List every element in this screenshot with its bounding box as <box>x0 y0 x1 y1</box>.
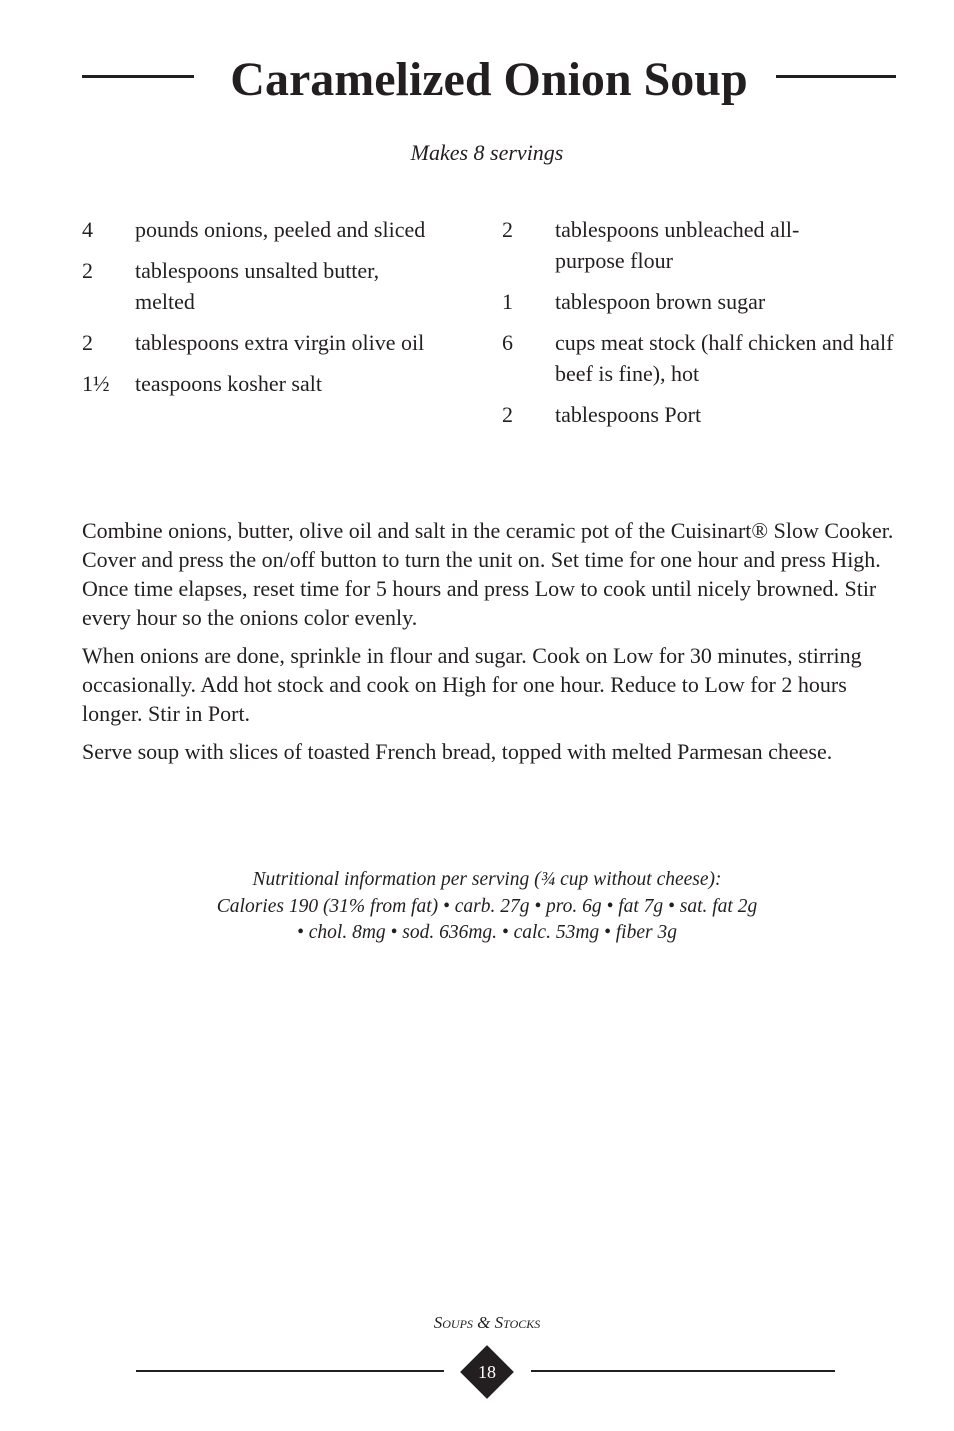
ingredient-item <box>502 327 912 389</box>
footer-rule-right <box>531 1370 835 1372</box>
page-number-badge <box>460 1345 514 1399</box>
nutrition-heading: Nutritional information per serving (¾ cup without cheese): <box>252 869 722 890</box>
instruction-paragraph: When onions are done, sprinkle in flour and sugar. Cook on Low for 30 minutes, stirring occasionally. Add hot stock and cook on High for one hour. Reduce to Low for 2 hours longer. Stir in Port. <box>82 643 862 726</box>
section-name: Soups & Stocks <box>433 1313 541 1332</box>
nutrition-values-continued: • chol. 8mg • sod. 636mg. • calc. 53mg • fiber 3g <box>297 922 677 943</box>
page-number: 18 <box>478 1362 496 1382</box>
ingredient-description: tablespoons unsalted butter, melted <box>135 258 380 314</box>
ingredient-description: pounds onions, peeled and sliced <box>135 217 426 242</box>
ingredient-description: tablespoons Port <box>555 402 702 427</box>
ingredient-item <box>502 214 912 276</box>
nutrition-values: Calories 190 (31% from fat) • carb. 27g • pro. 6g • fat 7g • sat. fat 2g <box>216 895 758 917</box>
ingredient-quantity: 2 <box>82 258 93 283</box>
ingredient-description: tablespoons extra virgin olive oil <box>135 330 425 355</box>
ingredient-quantity: 2 <box>82 330 93 355</box>
ingredient-quantity: 1½ <box>82 371 110 396</box>
instruction-paragraph: Combine onions, butter, olive oil and salt in the ceramic pot of the Cuisinart® Slow Cooker. Cover and press the on/off button to turn the unit on. Set time for one hour and press High. Once time elapses, reset time for 5 hours and press Low to cook until nicely browned. Stir every hour so the onions color evenly. <box>82 518 894 630</box>
recipe-yield: Makes 8 servings <box>410 140 564 165</box>
ingredient-quantity: 2 <box>502 217 513 242</box>
ingredient-item <box>82 255 482 317</box>
ingredients-right-column <box>502 214 912 440</box>
ingredient-quantity: 1 <box>502 289 513 314</box>
recipe-title: Caramelized Onion Soup <box>230 53 748 106</box>
instructions <box>82 516 897 775</box>
instruction-paragraph: Serve soup with slices of toasted French bread, topped with melted Parmesan cheese. <box>82 739 833 764</box>
ingredient-quantity: 2 <box>502 402 513 427</box>
ingredients-left-column <box>82 214 482 409</box>
ingredient-description: teaspoons kosher salt <box>135 371 322 396</box>
title-row <box>82 48 896 118</box>
footer-rule-left <box>136 1370 444 1372</box>
ingredient-item <box>502 399 912 430</box>
ingredient-description: tablespoons unbleached all-purpose flour <box>555 217 800 273</box>
ingredient-item <box>82 368 482 399</box>
ingredient-quantity: 6 <box>502 330 513 355</box>
ingredient-quantity: 4 <box>82 217 93 242</box>
title-rule-right <box>776 75 896 78</box>
ingredient-description: tablespoon brown sugar <box>555 289 766 314</box>
ingredient-item <box>502 286 912 317</box>
ingredient-description: cups meat stock (half chicken and half beef is fine), hot <box>555 330 894 386</box>
nutrition-info <box>0 867 954 947</box>
ingredient-item <box>82 327 482 358</box>
ingredient-item <box>82 214 482 245</box>
